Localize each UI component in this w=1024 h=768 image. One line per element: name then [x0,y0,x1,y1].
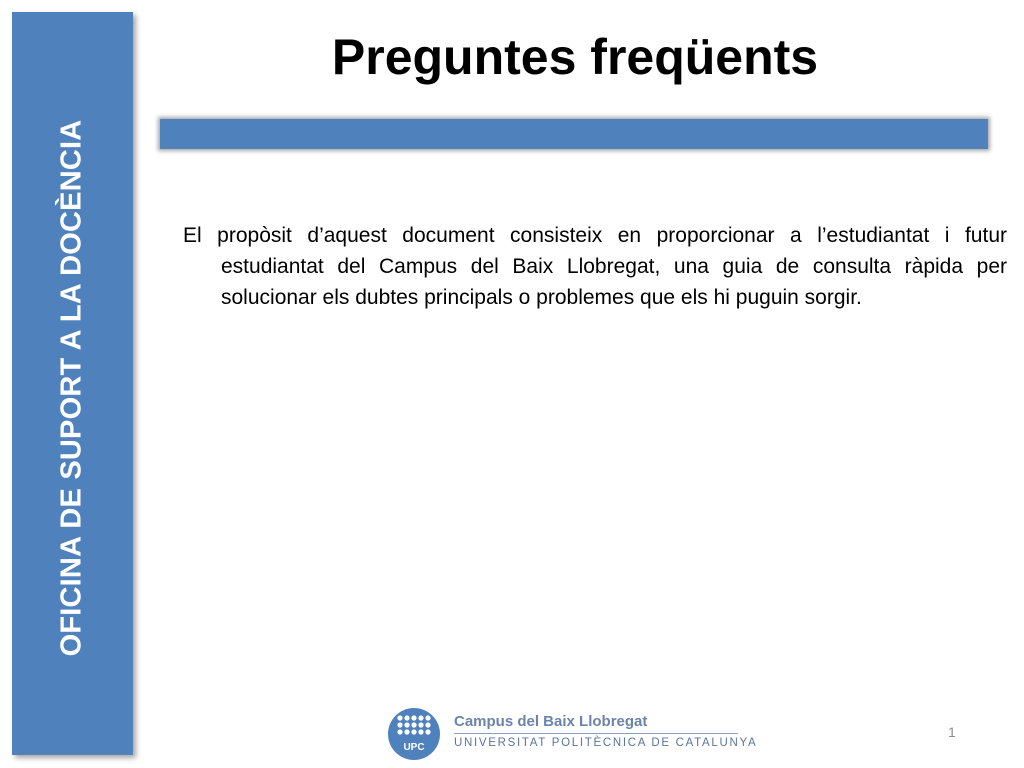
university-name: UNIVERSITAT POLITÈCNICA DE CATALUNYA [454,737,758,749]
campus-name: Campus del Baix Llobregat [454,713,648,730]
page-number: 1 [948,724,956,740]
sidebar-label: OFICINA DE SUPORT A LA DOCÈNCIA [55,119,88,657]
footer-divider [454,733,738,734]
logo-label: UPC [403,742,425,753]
slide-body-text: El propòsit d’aquest document consisteix en proporcionar a l’estudiantat i futur estudiantat del Campus del Baix Llobregat, una guia de consulta ràpida per solucionar els dubtes principals o problemes que els hi puguin sorgir. [183,224,1007,309]
logo-dots-icon [396,714,432,738]
upc-logo-icon [388,708,440,760]
title-underline-bar [160,119,988,149]
slide-title: Preguntes freqüents [331,29,819,85]
